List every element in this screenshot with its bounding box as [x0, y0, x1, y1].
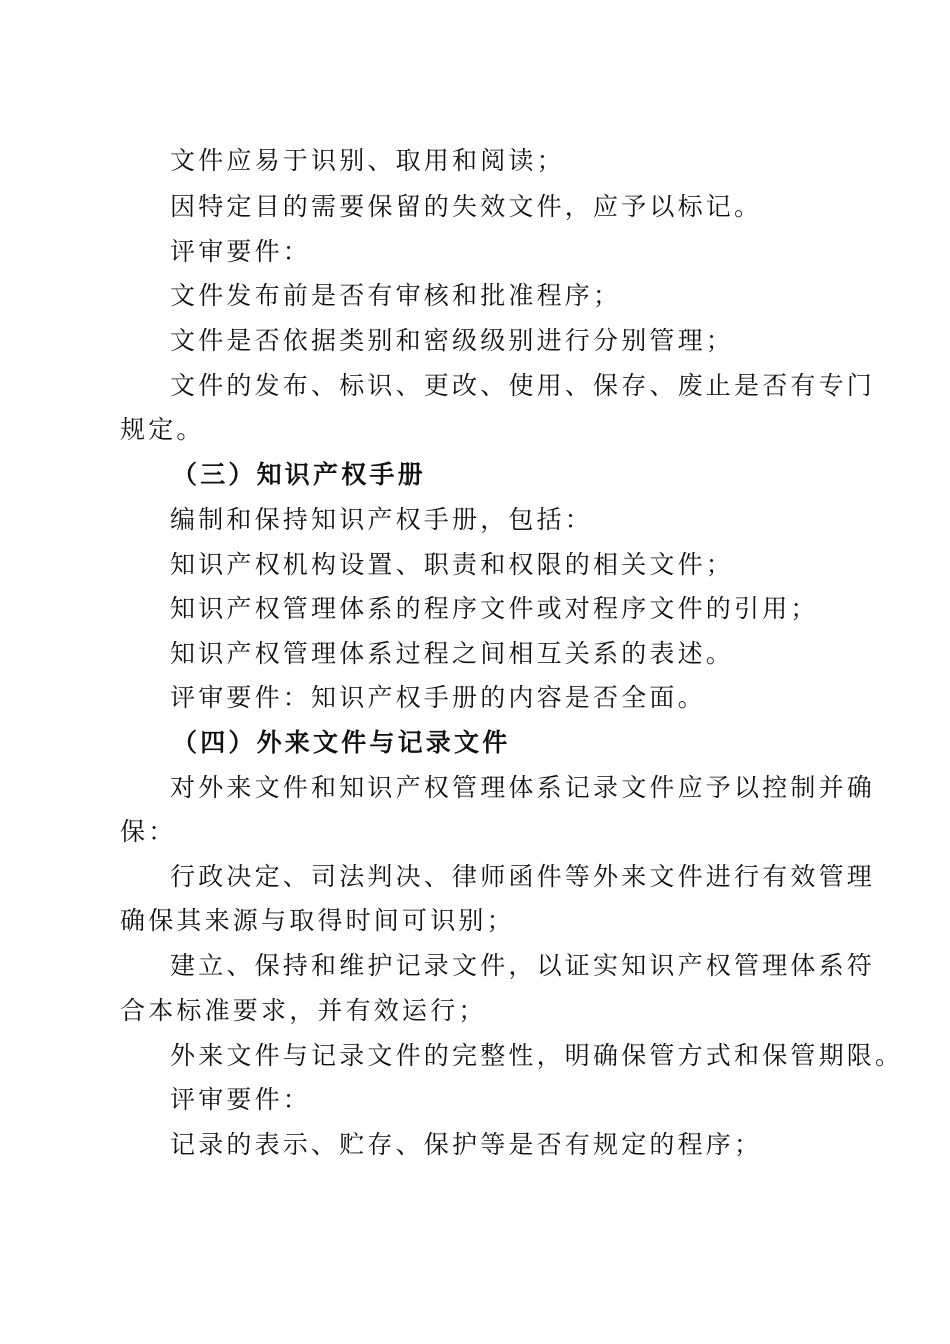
paragraph-line: 建立、保持和维护记录文件，以证实知识产权管理体系符	[170, 951, 876, 980]
paragraph-line: 文件发布前是否有审核和批准程序；	[170, 281, 622, 310]
section-heading: （三）知识产权手册	[172, 460, 426, 489]
paragraph-line-continuation: 确保其来源与取得时间可识别；	[120, 906, 515, 935]
paragraph-line: 对外来文件和知识产权管理体系记录文件应予以控制并确	[170, 773, 876, 802]
paragraph-line: 知识产权管理体系的程序文件或对程序文件的引用；	[170, 594, 819, 623]
paragraph-line: 文件是否依据类别和密级级别进行分别管理；	[170, 326, 735, 355]
paragraph-line: 记录的表示、贮存、保护等是否有规定的程序；	[170, 1130, 763, 1159]
paragraph-line: 评审要件：知识产权手册的内容是否全面。	[170, 683, 706, 712]
paragraph-line: 外来文件与记录文件的完整性，明确保管方式和保管期限。	[170, 1041, 904, 1070]
paragraph-line-continuation: 规定。	[120, 415, 205, 444]
paragraph-line: 编制和保持知识产权手册，包括：	[170, 505, 594, 534]
paragraph-line: 因特定目的需要保留的失效文件，应予以标记。	[170, 192, 763, 221]
paragraph-line: 文件的发布、标识、更改、使用、保存、废止是否有专门	[170, 371, 876, 400]
paragraph-line: 文件应易于识别、取用和阅读；	[170, 146, 565, 175]
paragraph-line-continuation: 合本标准要求，并有效运行；	[120, 996, 487, 1025]
paragraph-line: 行政决定、司法判决、律师函件等外来文件进行有效管理	[170, 862, 876, 891]
paragraph-line: 知识产权管理体系过程之间相互关系的表述。	[170, 639, 735, 668]
section-heading: （四）外来文件与记录文件	[172, 728, 511, 757]
paragraph-line: 评审要件：	[170, 1085, 312, 1114]
paragraph-line-continuation: 保：	[120, 817, 177, 846]
paragraph-line: 评审要件：	[170, 237, 312, 266]
paragraph-line: 知识产权机构设置、职责和权限的相关文件；	[170, 550, 735, 579]
